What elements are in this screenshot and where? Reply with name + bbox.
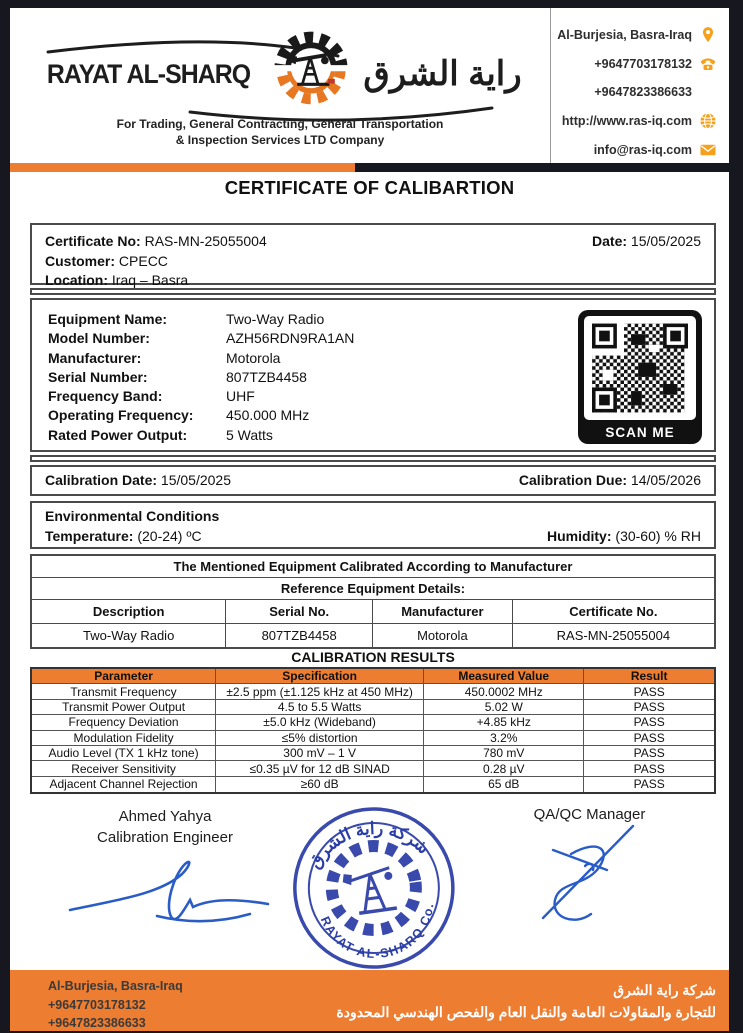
divider-band-orange [10, 163, 355, 172]
certificate-date: Date: 15/05/2025 [592, 233, 701, 249]
qaqc-signature [515, 820, 650, 938]
footer-arabic-line1: شركة راية الشرق [613, 982, 716, 999]
company-logo [10, 8, 551, 163]
reference-details-subtitle: Reference Equipment Details: [32, 578, 714, 600]
footer-address: Al-Burjesia, Basra-Iraq [48, 979, 183, 994]
location: Location: Iraq – Basra [45, 272, 189, 288]
engineer-title: Calibration Engineer [97, 829, 233, 847]
footer-arabic-line2: للتجارة والمقاولات العامة والنقل العام والفحص الهندسي المحدودة [336, 1004, 716, 1021]
table-row: Modulation Fidelity [32, 731, 216, 746]
certificate-info-box [30, 223, 716, 288]
results-col-parameter: Parameter [32, 669, 216, 684]
logo-latin-text: RAYAT AL-SHARQ [47, 58, 251, 89]
content [30, 223, 716, 794]
environmental-conditions-box [30, 501, 716, 549]
pumpjack-gear-logo-icon [263, 22, 359, 122]
results-col-measured: Measured Value [424, 669, 584, 684]
equipment-row: Equipment Name: Two-Way Radio [48, 311, 325, 327]
tagline-line1: For Trading, General Contracting, General Transportation [116, 117, 444, 131]
table-row: Audio Level (TX 1 kHz tone) [32, 746, 216, 761]
ref-col-description: Description [32, 600, 226, 624]
ref-certificate: RAS-MN-25055004 [556, 628, 671, 643]
calibration-results-title: CALIBRATION RESULTS [291, 649, 455, 665]
customer: Customer: CPECC [45, 252, 168, 269]
qaqc-title: QA/QC Manager [533, 806, 646, 824]
footer-phone1: +9647703178132 [48, 997, 146, 1012]
divider-band-black [355, 163, 729, 172]
humidity: Humidity: (30-60) % RH [546, 527, 701, 544]
phone-icon [699, 55, 717, 73]
ref-col-certificate: Certificate No. [513, 600, 714, 624]
footer-contact-left [48, 977, 183, 1033]
certificate-number: Certificate No: RAS-MN-25055004 [45, 233, 267, 249]
results-col-result: Result [584, 669, 714, 684]
ref-manufacturer: Motorola [373, 624, 513, 647]
calibration-engineer-block [65, 806, 265, 848]
tagline-line2: & Inspection Services LTD Company [175, 133, 385, 147]
stamp-latin-text: RAYAT AL-SHARQ Co. [317, 902, 437, 962]
table-row: Adjacent Channel Rejection [32, 777, 216, 792]
table-row: Transmit Power Output [32, 700, 216, 715]
ref-col-serial: Serial No. [226, 600, 373, 624]
header [10, 8, 729, 163]
logo-arabic-text: راية الشرق [363, 55, 522, 93]
temperature: Temperature: (20-24) ºC [45, 527, 202, 544]
table-row: Frequency Deviation [32, 715, 216, 730]
divider-band [10, 163, 729, 172]
envelope-icon [699, 141, 717, 159]
table-row: Receiver Sensitivity [32, 761, 216, 776]
ref-serial: 807TZB4458 [226, 624, 373, 647]
location-pin-icon [699, 26, 717, 44]
table-row: Transmit Frequency [32, 684, 216, 699]
qr-code-icon [588, 320, 692, 416]
engineer-name: Ahmed Yahya [118, 808, 212, 826]
reference-equipment-table [30, 554, 716, 649]
footer-phone2: +9647823386633 [48, 1016, 146, 1031]
calibration-date: Calibration Date: 15/05/2025 [45, 472, 231, 488]
scan-me-label: SCAN ME [605, 424, 675, 440]
calibration-due: Calibration Due: 14/05/2026 [518, 472, 701, 488]
document-title: CERTIFICATE OF CALIBARTION [224, 177, 515, 198]
equipment-row: Model Number: AZH56RDN9RA1AN [48, 330, 355, 347]
equipment-row: Rated Power Output: 5 Watts [48, 426, 273, 443]
footer-company-arabic [336, 979, 716, 1023]
signature-section [10, 794, 729, 970]
equipment-row: Serial Number: 807TZB4458 [48, 368, 307, 385]
stamp-arabic-text: شركة راية الشرق [304, 818, 434, 872]
thin-divider [30, 455, 716, 462]
ref-col-manufacturer: Manufacturer [373, 600, 513, 624]
equipment-details-box [30, 298, 716, 452]
company-stamp [276, 787, 472, 991]
globe-icon [699, 112, 717, 130]
contact-website[interactable]: http://www.ras-iq.com [551, 108, 717, 134]
equipment-row: Frequency Band: UHF [48, 388, 255, 405]
certificate-page [10, 8, 729, 1031]
calibration-dates-box [30, 465, 716, 496]
contact-email[interactable]: info@ras-iq.com [551, 137, 717, 163]
equipment-row: Operating Frequency: 450.000 MHz [48, 407, 310, 424]
engineer-signature [62, 852, 277, 930]
contact-phone1: +9647703178132 [551, 51, 717, 77]
qr-code-block [578, 310, 702, 444]
calibration-results-table: Parameter Specification Measured Value Result Transmit Frequency ±2.5 ppm (±1.125 kHz at 450 MHz) 450.0002 MHz PASS Transmit Power Output 4.5 to 5.5 Watts 5.02 W PASS Frequency Deviation ±5.0 kHz (Wideband) +4.85 kHz PASS Modulation Fidelity ≤5% distortion 3.2% PASS Audio Level (TX 1 kHz tone) 300 mV – 1 V 780 mV PASS Receiver Sensitivity ≤0.35 µV for 12 dB SINAD 0.28 µV PASS Adjacent Channel Rejection ≥60 dB 65 dB PASS [30, 667, 716, 794]
results-col-specification: Specification [216, 669, 424, 684]
contact-list [551, 8, 729, 163]
equipment-row: Manufacturer: Motorola [48, 349, 281, 366]
contact-phone2: +9647823386633 [594, 85, 692, 100]
calibrated-according-banner: The Mentioned Equipment Calibrated According to Manufacturer [32, 556, 714, 578]
ref-description: Two-Way Radio [32, 624, 226, 647]
company-tagline [10, 116, 550, 148]
environment-title: Environmental Conditions [45, 508, 220, 524]
contact-address: Al-Burjesia, Basra-Iraq [551, 22, 717, 48]
